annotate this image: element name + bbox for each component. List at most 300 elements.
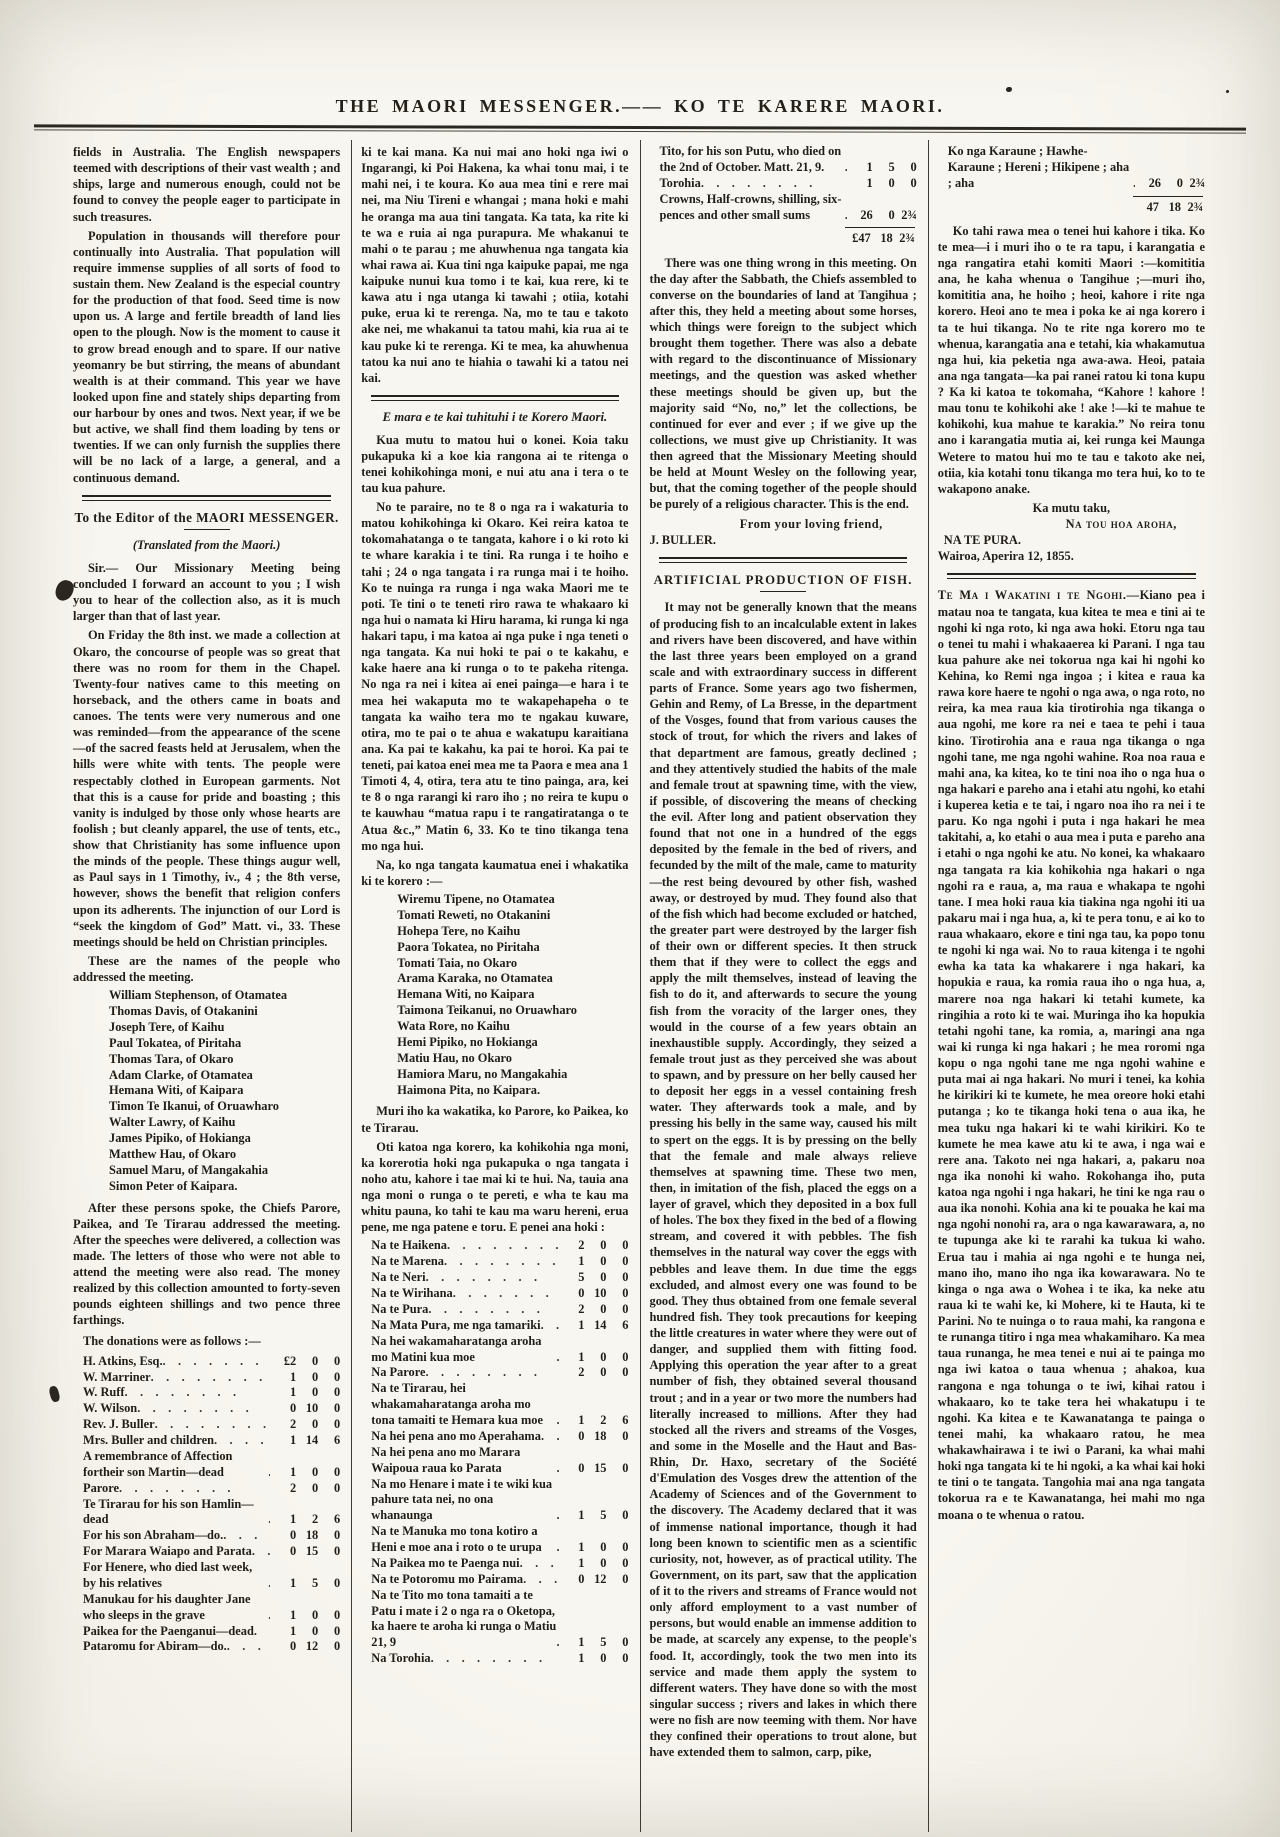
donation-table — [361, 1238, 628, 1667]
donor-name: For Henere, who died last week, by his relatives — [83, 1560, 253, 1590]
total-shillings: 18 — [1168, 199, 1181, 214]
dot-leader — [431, 1651, 559, 1667]
amount-shillings: 0 — [312, 1480, 319, 1495]
amount-pence: 6 — [334, 1433, 341, 1448]
amount-pence: 0 — [334, 1575, 341, 1590]
donation-row — [73, 1639, 340, 1655]
total-amounts — [1133, 196, 1203, 215]
donation-total-row — [650, 227, 915, 246]
paragraph: Kua mutu to matou hui o konei. Koia taku pukapuka ki a koe kia rangona ai te ritenga o tenei kohikohinga moni, e nui atu ana i tera o te tau kua pahure. — [361, 432, 629, 495]
dot-leader — [223, 1528, 270, 1544]
donor-name: Na te Tito mo tona tamaiti a te Patu i mate i 2 o nga ra o Oketopa, ka haere te aroha ki runga o Matiu 21, 9 — [371, 1587, 557, 1650]
speaker-name: Hemi Pipiko, no Hokianga — [397, 1034, 538, 1049]
article-heading: ARTIFICIAL PRODUCTION OF FISH. — [653, 572, 913, 587]
amount-pounds: 1 — [578, 1540, 585, 1554]
dot-leader — [541, 1429, 559, 1445]
amount-shillings: 18 — [305, 1528, 319, 1543]
dot-leader — [428, 1302, 558, 1318]
donation-row — [73, 1544, 340, 1560]
section-divider-rule — [82, 495, 331, 501]
donation-row — [361, 1365, 628, 1381]
donation-row — [73, 1433, 340, 1449]
dot-leader — [119, 1481, 270, 1497]
dot-leader — [252, 1544, 270, 1560]
donation-row — [73, 1370, 340, 1386]
masthead-title: THE MAORI MESSENGER.—— KO TE KARERE MAORI. — [335, 96, 945, 116]
donor-name: Na te Haikena — [371, 1238, 447, 1253]
donation-row — [361, 1429, 628, 1445]
amount-shillings: 10 — [594, 1286, 607, 1300]
amount-pence: 0 — [622, 1365, 629, 1380]
amount-shillings: 0 — [600, 1651, 607, 1666]
speaker-name: Adam Clarke, of Otamatea — [109, 1067, 253, 1082]
amount-pounds: £2 — [283, 1353, 297, 1368]
amount-pounds: 2 — [290, 1480, 297, 1495]
amount-pounds: 0 — [578, 1428, 585, 1443]
donor-name: Na Parore — [371, 1365, 426, 1380]
speaker-name: Taimona Teikanui, no Oruawharo — [397, 1003, 577, 1018]
amount-pence: 0 — [334, 1464, 341, 1479]
amount-pence: 0 — [622, 1238, 629, 1253]
donation-row — [73, 1528, 340, 1544]
dot-leader — [541, 1318, 559, 1334]
amount-shillings: 15 — [305, 1544, 319, 1559]
amount-shillings: 0 — [312, 1385, 319, 1400]
donor-name: Ko nga Karaune ; Hawhe-Karaune ; Hereni ; Hikipene ; aha ; aha — [947, 144, 1130, 190]
amount-pence: 0 — [334, 1401, 341, 1416]
donor-name: A remembrance of Affection fortheir son Martin—dead — [83, 1448, 233, 1479]
amount-pounds: 1 — [290, 1512, 297, 1527]
dot-leader — [556, 1350, 558, 1366]
donation-table — [73, 1354, 340, 1656]
dot-leader — [845, 160, 847, 176]
amount-pence: 0 — [334, 1544, 341, 1559]
ink-speck — [1006, 87, 1012, 92]
donation-row — [361, 1556, 628, 1572]
amount-shillings: 0 — [312, 1417, 319, 1432]
amount-shillings: 0 — [312, 1623, 319, 1638]
speaker-name: Matiu Hau, no Okaro — [397, 1050, 512, 1065]
ink-speck — [1226, 90, 1229, 93]
dot-leader — [268, 1576, 270, 1592]
amount-pence: 0 — [334, 1480, 341, 1495]
donor-name: Paikea for the Paenganui—dead — [83, 1623, 254, 1638]
donation-table-continued — [650, 144, 917, 223]
paragraph: After these persons spoke, the Chiefs Parore, Paikea, and Te Tirarau addressed the meeting. After the speeches were delivered, a collection was made. The letters of those who were not able to attend the meeting were also read. The money realized by this collection amounted to forty-seven pounds eighteen shillings and two pence three farthings. — [73, 1200, 341, 1328]
donor-name: W. Wilson — [83, 1401, 138, 1416]
amount-shillings: 12 — [594, 1571, 607, 1586]
donor-name: Rev. J. Buller — [83, 1417, 155, 1432]
amount-pounds: 0 — [578, 1460, 585, 1475]
donation-row — [73, 1401, 340, 1417]
donor-name: Na Torohia — [371, 1651, 431, 1666]
amount-pounds: 1 — [866, 175, 873, 190]
signature-block — [650, 516, 917, 548]
amount-pounds: 0 — [290, 1401, 297, 1416]
amount-pounds: 26 — [860, 207, 873, 222]
donation-row — [73, 1417, 340, 1433]
amount-pounds: 0 — [290, 1528, 297, 1543]
signature-line: Ka mutu taku, — [1032, 500, 1111, 515]
amount-shillings: 0 — [888, 175, 895, 190]
dot-leader — [268, 1608, 270, 1624]
dot-leader — [701, 176, 847, 192]
donor-name: Na te Potoromu mo Pairama — [371, 1571, 524, 1586]
amount-pence: 0 — [622, 1270, 629, 1285]
total-pence: 2¾ — [1187, 199, 1203, 214]
donation-row — [361, 1651, 628, 1667]
donation-row — [650, 176, 917, 192]
paragraph: ki te kai mana. Ka nui mai ano hoki nga iwi o Ingarangi, ki Poi Hakena, ka whai tonu mai, i te mahi nei, i te koura. Ko aua mea tini e rere mai nei, ma Niu Tireni e whangai ; mana hoki e mahi he oranga ma aua tini tangata. Ka tata, ka rite ki te wa e ruia ai nga purapura. Me whakanui te mahi o te parau ; me ahuwhenua nga tangata kia whai rawa ai. Kua tini nga kaipuke papai, me nga kaipuke nunui kua tomo i te kai, kua rere, ki te kawa atu i nga utanga ki tawahi ; otiia, kotahi puke, erua ki te rerenga. Na, mo te tau e takoto ake nei, me whakanui ta tatou mahi, kia rua ai te kau puke ki te rerenga. Ki te mea, ka ahuwhenua tatou ka nui ano te hiahia o tawahi ki a tatou nei kai. — [361, 145, 629, 385]
dot-leader — [254, 1624, 270, 1640]
amount-shillings: 2 — [600, 1413, 607, 1427]
dot-leader — [447, 1238, 559, 1254]
amount-shillings: 0 — [600, 1555, 607, 1570]
donation-row — [73, 1497, 340, 1529]
amount-pounds: 1 — [290, 1464, 297, 1479]
amount-pounds: 0 — [290, 1544, 297, 1559]
amount-shillings: 0 — [600, 1365, 607, 1380]
amount-shillings: 5 — [600, 1635, 607, 1650]
article-body — [938, 587, 1205, 1522]
donation-row — [361, 1477, 628, 1525]
amount-shillings: 0 — [600, 1540, 607, 1554]
amount-pence: 6 — [622, 1317, 629, 1332]
donor-name: Na mo Henare i mate i te wiki kua pahure tata nei, no ona whanaunga — [371, 1476, 553, 1523]
donations-intro: The donations were as follows :— — [83, 1333, 261, 1348]
short-rule — [184, 529, 230, 530]
amount-shillings: 14 — [305, 1433, 319, 1448]
donor-name: Na Paikea mo te Paenga nui — [371, 1555, 520, 1570]
amount-pence: 0 — [622, 1540, 629, 1554]
donor-name: Na te Manuka mo tona kotiro a Heni e moe ana i roto o te urupa — [371, 1524, 542, 1554]
amount-pounds: 1 — [578, 1317, 585, 1332]
donor-name: Torohia — [659, 175, 701, 190]
amount-pounds: 1 — [290, 1575, 297, 1590]
amount-pence: 6 — [334, 1512, 341, 1527]
donor-name: Na te Neri — [371, 1270, 426, 1285]
amount-pence: 0 — [334, 1639, 341, 1654]
speaker-name-list — [361, 892, 628, 1098]
speaker-name: Haimona Pita, no Kaipara. — [397, 1082, 541, 1097]
amount-shillings: 0 — [600, 1301, 607, 1316]
donation-row — [361, 1302, 628, 1318]
paragraph: No te paraire, no te 8 o nga ra i wakaturia to matou kohikohinga ki Okaro. Kei reira katoa te tokomahatanga o te tangata, kahore i o ki roto ki te whare karakia i te tini. Ra runga i te hoiho e tahi ; 24 o nga tangata i ra runga mai i te hoiho. Ko te nuinga ra runga i nga waka Maori me te poti. Te tini o te teneti riro rawa te whakaaro ki nga hui o namata ki Hiru harama, ki runga ki nga hakari tapu, i ma katoa ai nga puke i nga teneti o nga tangata. Ka nui hoki te pai o te kakahu, e kake haere ana ki runga o to te pakeha ritenga. No nga ra nei i kitea ai enei painga—e hara i te mea hei wakaputa mo te wakapehapeha o te tangata ka waiho tera mo te ngakau kuware, otira, mo te pai o te ahua e wakatupu karaitiana ana. Ka pai te kakahu, ka pai te horoi. Ka pai te teneti, pai katoa enei mea me ta Paora e mea ana 1 Timoti 4, 4, otira, tera atu te tino painga, ara, kei te 8 o nga rarangi ki raro iho ; no reira te kupu o te kauwhau “matua rapu i te rangatiratanga o te Atua &c.,” Matin 6, 33. Ko te tino tikanga tena mo nga hui. — [361, 500, 629, 853]
donor-name: For Marara Waiapo and Parata — [83, 1544, 252, 1559]
dot-leader — [556, 1461, 558, 1477]
translated-note: (Translated from the Maori.) — [132, 537, 281, 552]
amount-shillings: 15 — [594, 1460, 607, 1475]
signature-line: NA TE PURA. — [943, 533, 1021, 548]
speaker-name: Timon Te Ikanui, of Oruawharo — [109, 1099, 279, 1114]
donor-name: Na Mata Pura, me nga tamariki — [371, 1317, 541, 1332]
amount-pounds: 0 — [578, 1286, 585, 1300]
donation-row — [73, 1560, 340, 1592]
amount-pence: 0 — [622, 1286, 629, 1300]
speaker-name: Wiremu Tipene, no Otamatea — [397, 892, 555, 906]
column-4-maori — [928, 140, 1216, 1832]
donation-row — [650, 192, 917, 224]
dot-leader — [444, 1254, 559, 1270]
amount-shillings: 0 — [312, 1369, 319, 1384]
speaker-name: Thomas Tara, of Okaro — [109, 1051, 234, 1066]
speaker-name: Hemana Witi, of Kaipara — [109, 1083, 244, 1098]
signature-line: J. BULLER. — [649, 532, 716, 547]
amount-pounds: 1 — [290, 1623, 297, 1638]
amount-shillings: 12 — [305, 1639, 319, 1654]
letter-paragraphs — [361, 432, 628, 890]
amount-shillings: 18 — [594, 1428, 607, 1443]
amount-shillings: 2 — [312, 1512, 319, 1527]
dot-leader — [556, 1540, 558, 1556]
amount-pence: 0 — [622, 1428, 629, 1443]
paragraph: There was one thing wrong in this meeting. On the day after the Sabbath, the Chiefs assembled to converse on the boundaries of land at Tangihua ; after this, they held a meeting about some horses, which things were foreign to the subject which brought them together. There was also a debate with regard to the discontinuance of Missionary meetings, and the question was asked whether these meetings should be given up, but the majority said “No, no,” let the collections, be continued for ever and ever ; if we give up the collections, we must give up Christianity. It was then agreed that the Missionary Meeting should be held at Mount Wesley on the following year, but, that the coming together of the people should be purely of a religious character. This is the end. — [649, 255, 917, 512]
amount-pence: 0 — [622, 1571, 629, 1586]
donor-name: Parore — [83, 1480, 120, 1495]
dot-leader — [268, 1512, 270, 1528]
amount-pounds: 5 — [578, 1270, 585, 1285]
section-divider-rule — [947, 573, 1196, 579]
donation-row — [73, 1385, 340, 1401]
meeting-paragraphs — [650, 255, 917, 513]
amount-pounds: 1 — [578, 1349, 585, 1364]
meeting-paragraphs — [938, 223, 1205, 497]
donation-row — [938, 144, 1205, 192]
amount-pounds: 1 — [290, 1607, 297, 1622]
signature-line: Na tou hoa aroha, — [1065, 517, 1177, 531]
amount-pence: 0 — [622, 1349, 629, 1364]
amount-shillings: 5 — [888, 159, 895, 174]
dot-leader — [137, 1401, 270, 1417]
donation-row — [73, 1449, 340, 1481]
amount-pounds: 2 — [578, 1238, 585, 1253]
dot-leader — [268, 1465, 270, 1481]
amount-shillings: 5 — [312, 1575, 319, 1590]
speaker-name: Hohepa Tere, no Kaihu — [397, 923, 521, 938]
total-amounts — [845, 227, 915, 246]
donor-name: Mrs. Buller and children — [83, 1433, 215, 1448]
amount-pence: 6 — [622, 1413, 629, 1427]
dot-leader — [520, 1556, 559, 1572]
letter-heading: To the Editor of the MAORI MESSENGER. — [74, 509, 339, 525]
amount-pounds: 2 — [578, 1365, 585, 1380]
paragraph: fields in Australia. The English newspapers teemed with descriptions of their vast wealth ; and ships, large and numerous enough, could not be found to convey the people eager to participate in such treasures. — [73, 145, 341, 224]
letter-paragraphs — [73, 560, 340, 985]
donation-row — [73, 1481, 340, 1497]
donor-name: W. Ruff — [83, 1385, 125, 1400]
donor-name: H. Atkins, Esq. — [83, 1353, 163, 1368]
speaker-name: Hamiora Maru, no Mangakahia — [397, 1066, 568, 1081]
article-body: It may not be generally known that the means of producing fish to an incalculable extent in lakes and rivers have been discovered, and have within the last three years been employed on a grand scale and with extraordinary success in different parts of France. Some years ago two fishermen, Gehin and Remy, of La Bresse, in the department of the Vosges, found that from various causes the stock of trout, for which the rivers and lakes of that department are famous, greatly declined ; and they attentively studied the habits of the male and female trout at spawning time, with the view, if possible, of discovering the means of checking the evil. After long and patient observation they found that not one in a hundred of the eggs deposited by the female in the bed of rivers, and fecunded by the milt of the male, came to maturity—the rest being devoured by other fish, washed away, or destroyed by mud. They found also that of the fish which had become excluded or hatched, the greater part were destroyed by the larger fish of their own or different species. It then struck them that if they were to collect the eggs and apply the milt themselves, instead of leaving the fish to do it, and afterwards to secure the young fish from the voracity of the larger ones, they would in the course of a few years obtain an inexhaustible supply. Accordingly, they seized a female trout just as they perceived she was about to spawn, and by pressure on her belly caused her to deposit her eggs in a vessel containing fresh water. They afterwards took a male, and by pressing his belly in the same way, caused his milt to spert on the eggs. It is by pressing on the belly that the female and male always relieve themselves at spawning time. These two men, then, in imitation of the fish, placed the eggs on a layer of gravel, which they deposited in a box full of holes. The box they fixed in the bed of a flowing stream, and covered it with pebbles. The fish themselves in the natural way cover the eggs with pebbles and leave them. In due time the eggs excluded, and almost every one was found to be good. They thus obtained from one female several hundred fish. They took precautions for keeping the little creatures in water where they were out of danger, and supplied them with fitting food. Applying this operation the year after to a great number of fish, they obtained several thousand trout ; and in a year or two more the numbers had literally increased to millions. After they had stocked all the rivers and streams of the Vosges, and some in the Moselle and the Haut and Bas-Rhin, Dr. Haxo, secretary of the Société d'Emulation des Vosges drew the attention of the Academy of Sciences and of the Government to the discovery. The Academy declared that it was of immense national importance, though it had long been known to scientific men as a scientific curiosity, not, however, as of practical utility. The Government, on its part, saw that the application of it to the rivers and streams of France would not only afford employment to a vast number of persons, but would enable an immense addition to be made, at scarcely any expense, to the people's food. It, accordingly, took the two men into its service and made them apply the system to different waters. They have done so with the most singular success ; rivers and lakes in which there were no fish are now teeming with them. Nor have they confined their operations to trout alone, but have extended them to salmon, carp, pike, — [649, 600, 917, 1760]
total-pounds: 47 — [1146, 199, 1159, 214]
amount-pence: 0 — [910, 159, 917, 174]
letter-after-paragraphs — [361, 1103, 628, 1235]
donor-name: Na te Marena — [371, 1254, 444, 1269]
donation-row — [361, 1286, 628, 1302]
amount-pence: 0 — [334, 1385, 341, 1400]
speaker-name-list — [73, 988, 340, 1194]
amount-pence: 0 — [622, 1635, 629, 1650]
amount-pence: 0 — [334, 1528, 341, 1543]
amount-shillings: 0 — [312, 1607, 319, 1622]
speaker-name: Samuel Maru, of Mangakahia — [109, 1162, 269, 1177]
amount-pence: 0 — [334, 1353, 341, 1368]
donation-row — [73, 1592, 340, 1624]
amount-pounds: 1 — [578, 1635, 585, 1650]
donation-table-continued — [938, 144, 1205, 192]
donation-row — [361, 1588, 628, 1652]
dot-leader — [227, 1639, 271, 1655]
donor-name: Manukau for his daughter Jane who sleeps in the grave — [83, 1591, 251, 1622]
amount-pounds: 1 — [578, 1254, 585, 1269]
amount-pounds: 1 — [290, 1433, 297, 1448]
donation-row — [361, 1254, 628, 1270]
paragraph: Oti katoa nga korero, ka kohikohia nga moni, ka korerotia hoki nga pukapuka o nga tangata i noho atu, kahore i tae mai ki te hui. Na, tauia ana nga moni o runga o te pereti, e wha te kau ma whitu pauna, ko tahi te kau ma waru hereni, erua pene, me nga patene e toru. E penei ana hoki : — [361, 1139, 629, 1235]
amount-pounds: 1 — [578, 1508, 585, 1523]
short-rule — [760, 591, 806, 592]
donor-name: Na hei pena ano mo Aperahama — [371, 1428, 541, 1443]
amount-shillings: 0 — [600, 1254, 607, 1269]
dot-leader — [845, 208, 847, 224]
donor-name: For his son Abraham—do. — [83, 1528, 224, 1543]
masthead-rule — [34, 124, 1246, 133]
signature-line: From your loving friend, — [739, 516, 883, 531]
speaker-name: Simon Peter of Kaipara. — [109, 1178, 238, 1193]
section-divider-rule — [659, 557, 908, 563]
speaker-name: Paul Tokatea, of Piritaha — [109, 1035, 242, 1050]
dot-leader — [125, 1385, 271, 1401]
signature-block — [938, 500, 1205, 565]
speaker-name: James Pipiko, of Hokianga — [109, 1131, 251, 1146]
paragraph: Sir.— Our Missionary Meeting being concluded I forward an account to you ; I wish you to hear of the collection also, as it is much larger than that of last year. — [73, 560, 341, 624]
donation-row — [361, 1524, 628, 1556]
dot-leader — [214, 1433, 270, 1449]
donation-row — [361, 1318, 628, 1334]
dot-leader — [155, 1417, 271, 1433]
amount-shillings: 0 — [600, 1238, 607, 1253]
amount-pounds: 0 — [578, 1571, 585, 1586]
amount-pence: 2¾ — [1189, 175, 1205, 190]
donor-name: Na te Pura — [371, 1301, 429, 1316]
dot-leader — [151, 1370, 271, 1386]
amount-pounds: 1 — [866, 159, 873, 174]
paragraph: Na, ko nga tangata kaumatua enei i whakatika ki te korero :— — [361, 857, 629, 888]
total-pounds: £47 — [852, 231, 871, 246]
letter-after-paragraphs — [73, 1200, 340, 1329]
speaker-name: William Stephenson, of Otamatea — [109, 988, 288, 1003]
amount-pence: 0 — [622, 1555, 629, 1570]
amount-shillings: 10 — [305, 1401, 319, 1416]
amount-pounds: 1 — [290, 1385, 297, 1400]
amount-pence: 2¾ — [901, 207, 917, 222]
donation-total-row — [938, 196, 1203, 215]
amount-pence: 0 — [334, 1417, 341, 1432]
total-shillings: 18 — [880, 231, 893, 246]
amount-shillings: 5 — [600, 1508, 607, 1523]
amount-pence: 0 — [334, 1623, 341, 1638]
amount-pounds: 1 — [578, 1651, 585, 1666]
amount-pounds: 26 — [1148, 175, 1161, 190]
section-divider-rule — [371, 395, 620, 401]
speaker-name: Tomati Reweti, no Otakanini — [397, 907, 551, 922]
column-1-english — [64, 140, 351, 1832]
amount-shillings: 0 — [312, 1464, 319, 1479]
amount-shillings: 0 — [312, 1353, 319, 1368]
donation-row — [361, 1270, 628, 1286]
dot-leader — [163, 1354, 271, 1370]
donor-name: W. Marriner — [83, 1369, 151, 1384]
donation-row — [73, 1624, 340, 1640]
amount-shillings: 0 — [888, 207, 895, 222]
article-runin-heading: Te Ma i Wakatini i te Ngohi.— — [937, 588, 1140, 603]
amount-pounds: 2 — [290, 1417, 297, 1432]
speaker-name: Wata Rore, no Kaihu — [397, 1019, 510, 1033]
dot-leader — [556, 1635, 558, 1651]
amount-pence: 0 — [622, 1651, 629, 1666]
dot-leader — [1133, 176, 1135, 192]
donor-name: Na hei wakamaharatanga aroha mo Matini kua moe — [371, 1333, 542, 1364]
paragraph: Muri iho ka wakatika, ko Parore, ko Paikea, ko te Tirarau. — [361, 1104, 629, 1135]
article-text: Kiano pea i matau noa te tangata, kua kitea te mea e tini ai te ngohi ki nga roto, ki nga awa hoki. Etoru nga tau o tenei tu mahi i whakaaerea ki Parani. I nga tau kua pahure ake nei tokorua nga kai hi ngohi ko Kehina, ko Remi nga ingoa ; i kitea e raua ka rawa kore haere te ngohi o nga awa, o nga roto, no reira, ka mea raua kia tirotirohia nga tikanga o aua ngohi, me kore ra nei e taea te pehi i taua kino. Tirotirohia ana e raua nga tikanga o nga ngohi tane, me nga ngohi wahine. Roa noa raua e mahi ana, ka kitea, ko te tini noa iho o nga hua o nga hakari e pareho ana i etahi atu ngohi, ko etahi i kuperea ketia e te tai, i ngaro noa iho ra nei i te paru. Ko nga ngohi i puta i nga hakari he mea takitahi, a, ko etahi o aua mea i puta e pareho ana i etahi o nga ngohi ke atu. No konei, ka whakaaro nga tangata ra kia kohikohia nga hakari o nga ngohi ra e raua, a, ma raua e whakapa te ngohi tane. I mea hoki raua kia tiakina nga ngohi iti ua pakaru mai i nga hua, a, ki te pera tonu, e ai ko to raua whakaaro, ekore e tini nga tau, ka popo tonu te ngohi ki nga wai. No to raua kitenga i te ngohi ewha ka tata ka whakarere i nga hakari, ka hopukia e raua, ka romia raua iho o nga hua, a, marere noa nga hakari ki tetahi kumete, ka ringihia a roto ki te wai. Muringa iho ka hopukia tetahi ngohi tane, ka romia, a, maringi ana nga wai ki runga ki nga hakari ; he mea roromi nga kopu o nga ngohi tane me nga ngohi wahine e puta mai ai nga hakari. No muri i tenei, ka kohia he kirikiri ki te kumete, he mea oreore hoki etahi putanga ; ko te tikanga hoki tena o aua ika, he mea tuku nga hakari ki te wahi kirikiri. Ko te kumete he mea kawe atu ki te awa, i nga wai e rere ana. Takoto nei nga hakari, a, pakaru noa nga ika nonohi ki waho. Rokohanga iho, puta katoa nga ngohi i nga hakari, he tini ke nga rau o aua ika nonohi. Kohia ana ki te pouaka he kai ma nga ngohi nonohi ra, ara o nga kawarawara, a, no te tupunga ake ki te rarahi ka tukua ki waho. Erua tau i mahia ai nga ngohi e te hunga nei, mano iho, mano iho nga ika kowarawara. No te kinga o nga awa o Wohea i te ika, ka neke atu raua ki te wahi ke, ki Mohere, ki te Hauta, ki te Parini. No te nuinga o to raua mahi, ka rangona e te runanga titiro i nga mea whakamiharo. Ka mea taua runanga, he mea tenei e nui ai te painga mo nga iwi katoa o taua whenua ; ahakoa, kua rangona e nga tohunga o te iwi, kihai ratou i whakaaro, ko te take tera hei whakatupu i te ngohi. Ka kitea e te Kawanatanga te painga o tenei mahi, ka whakaaro ratou, he mea whakawhairawa i te iwi o Parani, ka whai mahi hoki nga tangata ki te hi ngoki, a ka whai kai hoki te tini o te tangata. Tangohia mai ana nga tangata tokorua ra e te Kawanatanga, hei mahi mo nga moana o te whenua o ratou. — [937, 588, 1205, 1522]
speaker-name: Arama Karaka, no Otamatea — [397, 971, 553, 986]
amount-pounds: 2 — [578, 1301, 585, 1316]
paragraph: Ko tahi rawa mea o tenei hui kahore i tika. Ko te mea—i i muri iho o te ra tapu, i karangatia e nga rangatira etahi komiti Maori :—komititia ana, he kaha whenua o Tangihue ;—muri iho, komititia ana, he hoiho ; heoi, kahore i rite nga korero. Heoi ano te mea i poka ke ai nga korero i ta te hui tikanga. No te rite nga korero mo te whenua, karangatia ana e tetahi, kia whakamutua nga hui, kia peketia nga awa-awa. Heoi, pataia ana nga tangata—ka pai ranei ratou ki tona kupu ? Ka ki katoa te tokomaha, “Kahore ! kahore ! mau tonu te kohikohi ake ! ake !—ki te mahue te kohikohi, kua mahue te karakia.” No reira tonu ano i karangatia mutia ai, kei runga kei Maunga Wetere to matou hui mo te tau e takoto ake nei, otiia, kia kotahi tonu tikanga mo tera hui, ko to te wakapono anake. — [937, 223, 1205, 496]
total-pence: 2¾ — [899, 231, 915, 246]
paragraph: On Friday the 8th inst. we made a collection at Okaro, the concourse of people was so great that there was no room for them in the Chapel. Twenty-four natives came to this meeting on horseback, and the others came in boats and canoes. The tents were very numerous and one was reminded—from the appearance of the scene—of the sacred feasts held at Jerusalem, when the hills were white with tents. The people were respectably clothed in European garments. Not that this is a cause for pride and boasting ; this vanity is indulged by those only whose hearts are foolish ; but cleanly apparel, the use of tents, etc., show that Christianity has some influence upon the minds of the people. These things augur well, as Paul says in 1 Timothy, iv., 4 ; the 8th verse, however, shows the benefit that religion confers upon its adherents. The injunction of our Lord is “seek the kingdom of God” Matt. vi., 33. These meetings should be held on Christian principles. — [73, 628, 341, 949]
speaker-name: Thomas Davis, of Otakanini — [109, 1004, 258, 1019]
speaker-name: Joseph Tere, of Kaihu — [109, 1019, 225, 1034]
donation-row — [361, 1238, 628, 1254]
amount-pence: 0 — [334, 1369, 341, 1384]
donation-row — [650, 144, 917, 176]
amount-shillings: 0 — [600, 1270, 607, 1285]
speaker-name: Hemana Witi, no Kaipara — [397, 987, 535, 1002]
amount-pounds: 1 — [578, 1555, 585, 1570]
column-3-english — [640, 140, 928, 1832]
dot-leader — [426, 1270, 559, 1286]
speaker-name: Matthew Hau, of Okaro — [109, 1146, 237, 1161]
donation-row — [361, 1381, 628, 1429]
columns-container — [64, 140, 1216, 1832]
donor-name: Na hei pena ano mo Marara Waipoua raua ko Parata — [371, 1444, 521, 1475]
dot-leader — [556, 1413, 558, 1429]
amount-pence: 0 — [622, 1508, 629, 1523]
amount-shillings: 14 — [594, 1317, 607, 1332]
amount-pence: 0 — [622, 1254, 629, 1269]
amount-pounds: 0 — [290, 1639, 297, 1654]
donor-name: Tito, for his son Putu, who died on the 2nd of October. Matt. 21, 9. — [659, 144, 842, 174]
column-2-maori — [351, 140, 639, 1832]
amount-pence: 0 — [622, 1460, 629, 1475]
donation-row — [361, 1334, 628, 1366]
dot-leader — [426, 1365, 559, 1381]
ink-smudge — [48, 1385, 61, 1403]
speaker-name: Walter Lawry, of Kaihu — [109, 1115, 236, 1130]
amount-pounds: 1 — [290, 1369, 297, 1384]
donor-name: Na te Tirarau, hei whakamaharatanga aroha mo tona tamaiti te Hemara kua moe — [371, 1381, 543, 1427]
donation-row — [361, 1572, 628, 1588]
amount-pounds: 1 — [578, 1413, 585, 1427]
amount-pence: 0 — [910, 175, 917, 190]
dot-leader — [453, 1286, 559, 1302]
donation-row — [73, 1354, 340, 1370]
amount-pence: 0 — [622, 1301, 629, 1316]
donor-name: Na te Wirihana — [371, 1286, 453, 1300]
donor-name: Te Tirarau for his son Hamlin—dead — [83, 1496, 254, 1527]
donor-name: Pataromu for Abiram—do. — [83, 1639, 227, 1654]
amount-pence: 0 — [334, 1607, 341, 1622]
dot-leader — [556, 1508, 558, 1524]
